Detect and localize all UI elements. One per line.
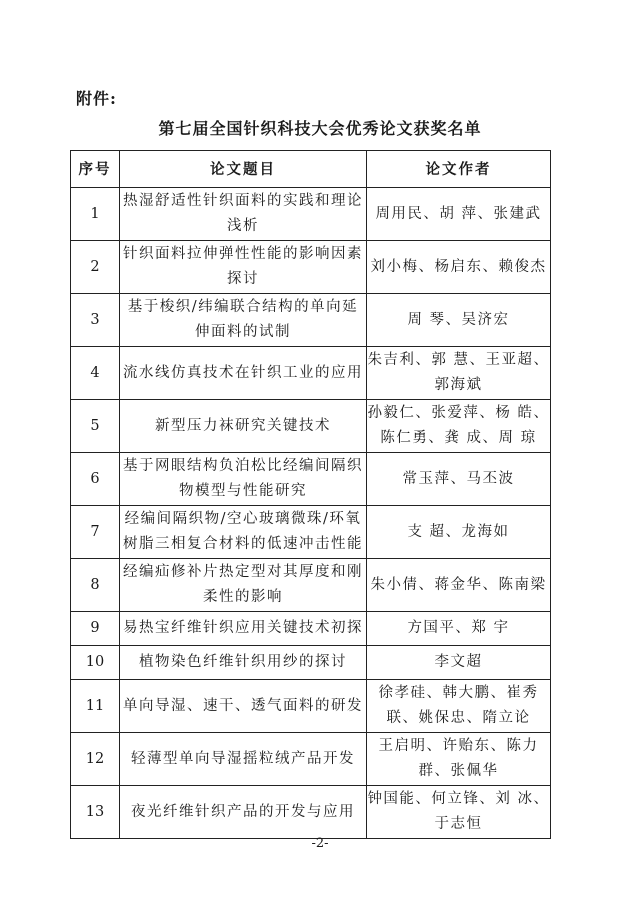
row-authors: 支 超、龙海如 (367, 506, 551, 559)
row-authors: 周用民、胡 萍、张建武 (367, 188, 551, 241)
row-no: 3 (71, 294, 120, 347)
row-no: 6 (71, 453, 120, 506)
row-no: 1 (71, 188, 120, 241)
table-row (71, 680, 551, 733)
table-row (71, 506, 551, 559)
table-body (71, 188, 551, 839)
row-title: 植物染色纤维针织用纱的探讨 (120, 646, 367, 680)
row-authors: 钟国能、何立锋、刘 冰、于志恒 (367, 786, 551, 839)
document-title: 第七届全国针织科技大会优秀论文获奖名单 (158, 119, 482, 138)
row-no: 12 (71, 733, 120, 786)
table-header (71, 151, 551, 188)
row-title: 新型压力袜研究关键技术 (120, 400, 367, 453)
row-no: 4 (71, 347, 120, 400)
table-row (71, 646, 551, 680)
table-row (71, 294, 551, 347)
table-row (71, 786, 551, 839)
award-table (70, 150, 551, 839)
row-authors: 朱小倩、蒋金华、陈南梁 (367, 559, 551, 612)
row-title: 热湿舒适性针织面料的实践和理论浅析 (120, 188, 367, 241)
row-title: 易热宝纤维针织应用关键技术初探 (120, 612, 367, 646)
row-no: 13 (71, 786, 120, 839)
row-authors: 孙毅仁、张爱萍、杨 皓、陈仁勇、龚 成、周 琼 (367, 400, 551, 453)
header-row (71, 151, 551, 188)
row-authors: 王启明、许贻东、陈力群、张佩华 (367, 733, 551, 786)
table-row (71, 188, 551, 241)
page-number: -2- (311, 836, 329, 851)
row-authors: 朱吉利、郭 慧、王亚超、郭海斌 (367, 347, 551, 400)
row-title: 基于梭织/纬编联合结构的单向延伸面料的试制 (120, 294, 367, 347)
table-row (71, 453, 551, 506)
row-no: 5 (71, 400, 120, 453)
row-no: 8 (71, 559, 120, 612)
header-no: 序号 (71, 151, 120, 188)
header-title: 论文题目 (120, 151, 367, 188)
header-authors: 论文作者 (367, 151, 551, 188)
table-row (71, 559, 551, 612)
row-title: 经编疝修补片热定型对其厚度和刚柔性的影响 (120, 559, 367, 612)
row-authors: 刘小梅、杨启东、赖俊杰 (367, 241, 551, 294)
row-no: 11 (71, 680, 120, 733)
table-row (71, 347, 551, 400)
row-no: 10 (71, 646, 120, 680)
table-row (71, 733, 551, 786)
table-row (71, 400, 551, 453)
table-row (71, 241, 551, 294)
row-authors: 徐孝硅、韩大鹏、崔秀联、姚保忠、隋立论 (367, 680, 551, 733)
row-no: 9 (71, 612, 120, 646)
row-no: 7 (71, 506, 120, 559)
row-authors: 周 琴、吴济宏 (367, 294, 551, 347)
row-authors: 李文超 (367, 646, 551, 680)
row-title: 夜光纤维针织产品的开发与应用 (120, 786, 367, 839)
row-title: 基于网眼结构负泊松比经编间隔织物模型与性能研究 (120, 453, 367, 506)
row-title: 针织面料拉伸弹性性能的影响因素探讨 (120, 241, 367, 294)
row-title: 流水线仿真技术在针织工业的应用 (120, 347, 367, 400)
row-title: 轻薄型单向导湿摇粒绒产品开发 (120, 733, 367, 786)
row-no: 2 (71, 241, 120, 294)
row-title: 经编间隔织物/空心玻璃微珠/环氧树脂三相复合材料的低速冲击性能 (120, 506, 367, 559)
row-authors: 方国平、郑 宇 (367, 612, 551, 646)
row-title: 单向导湿、速干、透气面料的研发 (120, 680, 367, 733)
attachment-label: 附件: (76, 89, 117, 108)
row-authors: 常玉萍、马丕波 (367, 453, 551, 506)
table-row (71, 612, 551, 646)
